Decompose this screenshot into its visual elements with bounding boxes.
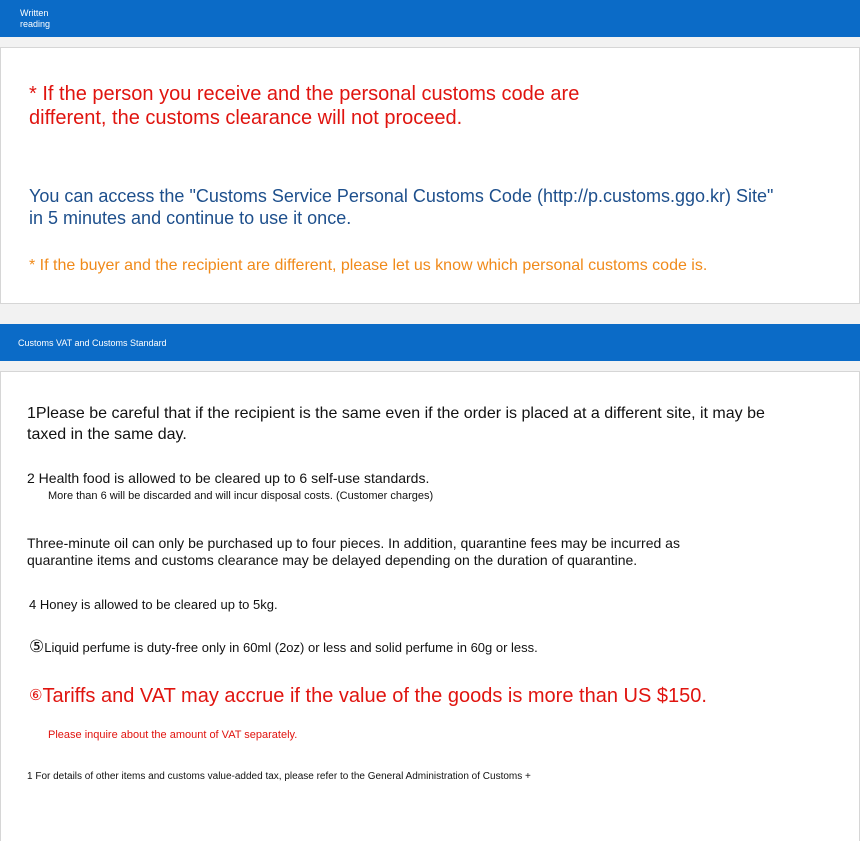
notice-red-text: * If the person you receive and the personal customs code are different, the customs clearance will not proceed. [29, 83, 580, 129]
rule-item-6-text: Tariffs and VAT may accrue if the value of the goods is more than US $150. [42, 685, 707, 707]
rule-item-1: 1Please be careful that if the recipient is the same even if the order is placed at a different site, it may be taxed in the same day. [27, 405, 765, 443]
header-bar-written-reading [0, 0, 860, 37]
notice-orange-text: * If the buyer and the recipient are different, please let us know which personal customs code is. [29, 257, 708, 274]
notice-blue-text: You can access the "Customs Service Personal Customs Code (http://p.customs.ggo.kr) Site" in 5 minutes and continue to use it once. [29, 186, 774, 228]
rule-item-2-note: More than 6 will be discarded and will incur disposal costs. (Customer charges) [48, 490, 434, 502]
rule-item-5-text: Liquid perfume is duty-free only in 60ml (2oz) or less and solid perfume in 60g or less. [44, 640, 538, 655]
header-bar-customs-vat [0, 324, 860, 361]
customs-rules-panel [0, 371, 860, 841]
rule-item-4: 4 Honey is allowed to be cleared up to 5kg. [29, 597, 278, 612]
section-title: Written reading [20, 8, 51, 29]
circled-number-5: ⑤ [29, 637, 45, 656]
rule-item-2: 2 Health food is allowed to be cleared up to 6 self-use standards. [27, 470, 430, 486]
notice-panel [0, 47, 860, 304]
footnote: 1 For details of other items and customs value-added tax, please refer to the General Administration of Customs + [27, 771, 531, 782]
rule-item-3: Three-minute oil can only be purchased up to four pieces. In addition, quarantine fees may be incurred as quarantine items and customs clearance may be delayed depending on the duration of quarantine. [27, 535, 680, 568]
rule-item-6 [29, 683, 707, 709]
rule-item-6-note: Please inquire about the amount of VAT separately. [48, 729, 298, 741]
rule-item-5 [29, 638, 538, 657]
circled-number-6: ⑥ [29, 687, 43, 704]
section-title: Customs VAT and Customs Standard [18, 338, 167, 348]
